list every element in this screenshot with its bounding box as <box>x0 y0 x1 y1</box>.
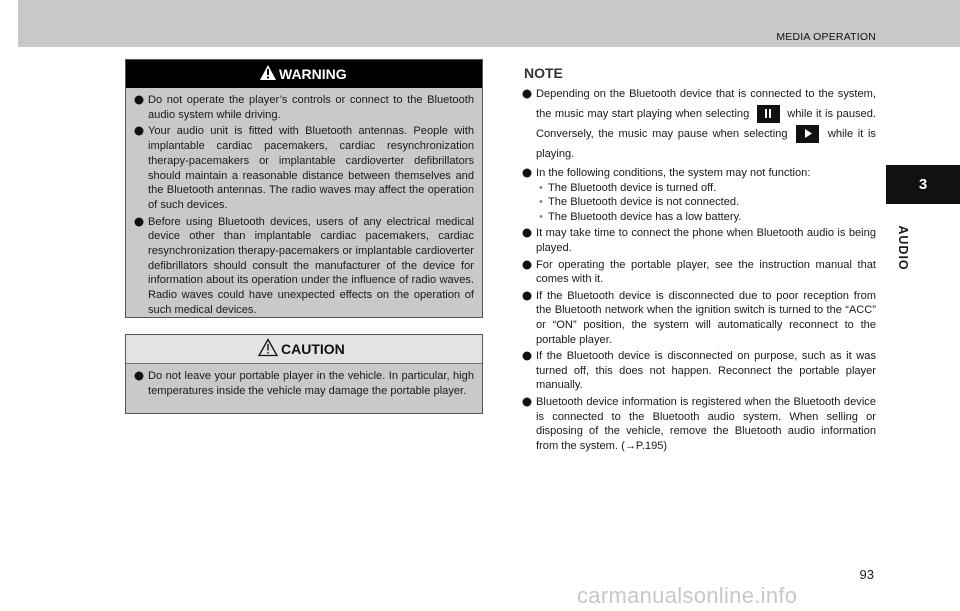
warning-item-text: Do not operate the player’s controls or connect to the Bluetooth audio system while driving. <box>148 94 474 121</box>
list-item <box>522 289 876 347</box>
warning-item-text: Before using Bluetooth devices, users of any electrical medical device other than implantable cardiac pacemakers, cardiac resynchronization therapy-pacemakers or implantable cardioverter defibrillators should consult the manufacturer of the device for information about its operation under the influence of radio waves. Radio waves could have unexpected effects on the operation of such medical devices. <box>148 215 474 316</box>
warning-title: WARNING <box>279 66 347 82</box>
caution-list <box>126 369 482 400</box>
caution-title: CAUTION <box>281 341 345 357</box>
caution-header <box>126 335 482 364</box>
list-item <box>522 84 876 164</box>
note-text: It may take time to connect the phone when Bluetooth audio is being played. <box>536 227 876 254</box>
sub-item <box>536 210 876 225</box>
note-text: while it is playing. <box>536 128 876 160</box>
sub-bullet-icon: • <box>539 196 543 209</box>
warning-triangle-icon <box>259 64 277 81</box>
chapter-label-text: AUDIO <box>896 225 910 271</box>
bullet-icon <box>134 217 144 227</box>
bullet-icon <box>522 351 532 361</box>
play-icon <box>796 125 819 143</box>
list-item <box>126 369 482 398</box>
note-text: For operating the portable player, see the instruction manual that comes with it. <box>536 258 876 286</box>
note-text: Bluetooth device information is registered when the Bluetooth device is connected to the Bluetooth audio system. When selling or disposing of the vehicle, remove the Bluetooth audio information from the system. (→P.195) <box>536 395 876 452</box>
sub-item <box>536 181 876 196</box>
section-title: MEDIA OPERATION <box>776 31 876 43</box>
chapter-label <box>893 218 913 278</box>
sub-item-text: The Bluetooth device is not connected. <box>548 196 740 209</box>
note-text: Depending on the Bluetooth device that is connected to the system, the music may start playing when selecting <box>536 88 876 120</box>
sub-bullet-icon: • <box>539 210 543 223</box>
chapter-tab[interactable]: 3 <box>886 165 960 204</box>
bullet-icon <box>522 228 532 238</box>
list-item <box>522 166 876 224</box>
pause-icon <box>757 105 780 123</box>
list-item <box>522 226 876 255</box>
warning-header <box>126 60 482 88</box>
caution-box <box>125 334 483 414</box>
sub-item <box>536 195 876 210</box>
list-item <box>126 124 482 212</box>
condition-list <box>536 181 876 225</box>
list-item <box>522 349 876 393</box>
bullet-icon <box>522 397 532 407</box>
warning-list <box>126 93 482 320</box>
caution-item-text: Do not leave your portable player in the vehicle. In particular, high temperatures inside the vehicle may damage the portable player. <box>148 370 474 397</box>
caution-triangle-icon <box>258 338 278 357</box>
note-text: In the following conditions, the system may not function: <box>536 167 811 179</box>
page-number: 93 <box>859 567 874 582</box>
bullet-icon <box>522 89 532 99</box>
bullet-icon <box>134 126 144 136</box>
note-text: while it is paused. Conversely, the music may pause when selecting <box>536 108 876 140</box>
note-title: NOTE <box>524 65 563 81</box>
watermark: carmanualsonline.info <box>577 583 798 608</box>
sub-bullet-icon: • <box>539 181 543 194</box>
bullet-icon <box>134 95 144 105</box>
list-item <box>126 93 482 122</box>
warning-box <box>125 59 483 318</box>
list-item <box>522 395 876 453</box>
note-list <box>522 84 876 455</box>
bullet-icon <box>134 371 144 381</box>
note-text: If the Bluetooth device is disconnected due to poor reception from the Bluetooth network when the ignition switch is turned to the “ACC” or “ON” position, the system will automatically reconnect to the portable player. <box>536 289 876 346</box>
bullet-icon <box>522 260 532 270</box>
bullet-icon <box>522 291 532 301</box>
bullet-icon <box>522 168 532 178</box>
warning-item-text: Your audio unit is fitted with Bluetooth antennas. People with implantable cardiac pacemakers, cardiac resynchronization therapy-pacemakers or implantable cardioverter defibrillators should maintain a reasonable distance between themselves and the Bluetooth antennas. The radio waves may affect the operation of such devices. <box>148 125 474 211</box>
sub-item-text: The Bluetooth device is turned off. <box>548 181 717 194</box>
note-text: If the Bluetooth device is disconnected on purpose, such as it was turned off, this does not happen. Reconnect the portable player manually. <box>536 350 876 392</box>
list-item <box>522 258 876 287</box>
sub-item-text: The Bluetooth device has a low battery. <box>548 210 742 223</box>
list-item <box>126 215 482 318</box>
